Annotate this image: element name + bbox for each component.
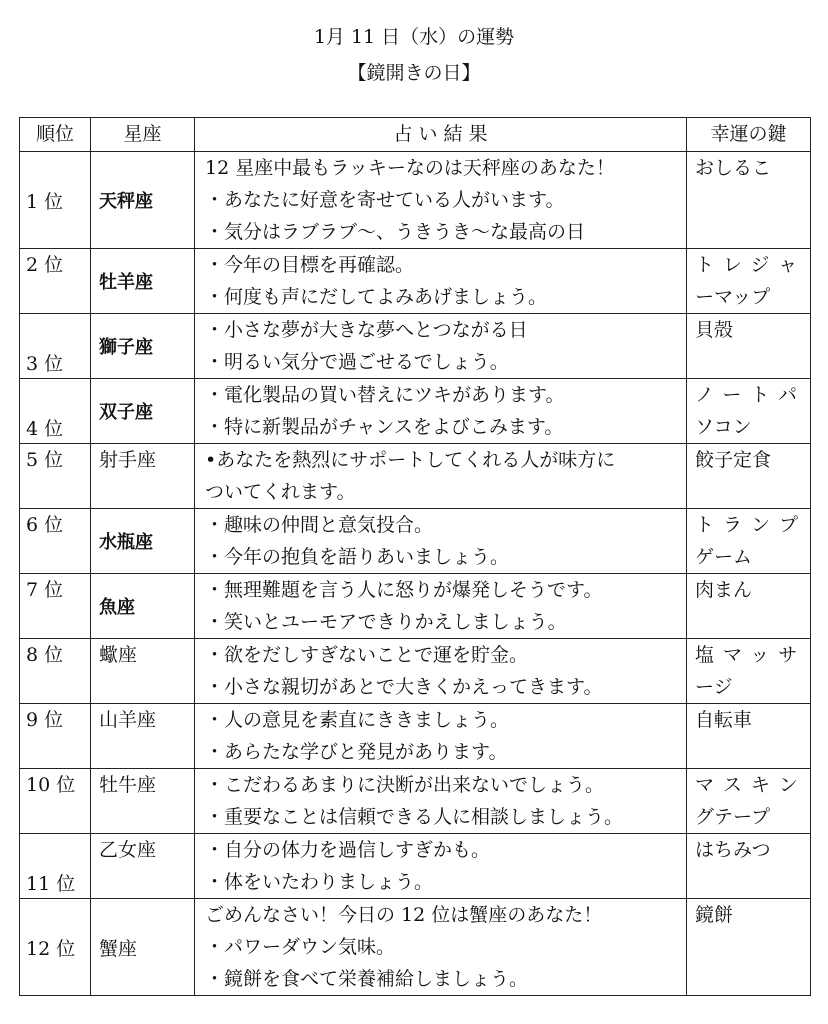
result-line: ・無理難題を言う人に怒りが爆発しそうです。	[205, 579, 603, 601]
rank-cell	[20, 509, 91, 574]
column-header-sign: 星座	[91, 118, 195, 152]
result-cell	[195, 509, 687, 574]
column-header-rank: 順位	[20, 118, 91, 152]
table-row	[20, 899, 811, 996]
rank-label: 11 位	[26, 873, 76, 895]
fortune-table	[19, 117, 811, 996]
lucky-key-text: ゲーム	[695, 546, 753, 568]
sign-cell: 蟹座	[91, 899, 195, 996]
result-cell	[195, 379, 687, 444]
lucky-key-cell	[687, 249, 811, 314]
lucky-key-text: 肉まん	[695, 579, 753, 601]
rank-cell	[20, 314, 91, 379]
result-line: ・今年の目標を再確認。	[205, 254, 415, 276]
table-row	[20, 249, 811, 314]
result-line: ・今年の抱負を語りあいましょう。	[205, 546, 510, 568]
rank-label: 8 位	[26, 644, 64, 666]
rank-cell	[20, 639, 91, 704]
result-line: ついてくれます。	[205, 481, 356, 503]
result-cell	[195, 574, 687, 639]
lucky-key-text: トレジャ	[695, 254, 807, 276]
lucky-key-text: ージ	[695, 676, 733, 698]
rank-label: 9 位	[26, 709, 64, 731]
table-row	[20, 834, 811, 899]
sign-cell: 獅子座	[91, 314, 195, 379]
result-cell	[195, 639, 687, 704]
lucky-key-cell	[687, 152, 811, 249]
result-line: ・笑いとユーモアできりかえしましょう。	[205, 611, 567, 633]
rank-cell	[20, 704, 91, 769]
lucky-key-cell	[687, 639, 811, 704]
result-line: ・パワーダウン気味。	[205, 936, 396, 958]
rank-label: 7 位	[26, 579, 64, 601]
column-header-result: 占 い 結 果	[195, 118, 687, 152]
rank-label: 3 位	[26, 353, 64, 375]
lucky-key-cell	[687, 574, 811, 639]
sign-cell: 水瓶座	[91, 509, 195, 574]
result-cell	[195, 834, 687, 899]
result-line: ・欲をだしすぎないことで運を貯金。	[205, 644, 529, 666]
sign-cell: 天秤座	[91, 152, 195, 249]
result-line: ・明るい気分で過ごせるでしょう。	[205, 351, 509, 373]
page-title: 1月 11 日（水）の運勢	[313, 26, 515, 48]
result-line: ・何度も声にだしてよみあげましょう。	[205, 286, 548, 308]
lucky-key-text: 貝殻	[695, 319, 734, 341]
rank-label: 5 位	[26, 449, 64, 471]
rank-cell	[20, 834, 91, 899]
rank-cell	[20, 444, 91, 509]
lucky-key-cell	[687, 509, 811, 574]
lucky-key-cell	[687, 314, 811, 379]
result-line: ・特に新製品がチャンスをよびこみます。	[205, 416, 564, 438]
result-cell	[195, 152, 687, 249]
result-cell	[195, 704, 687, 769]
sign-cell: 双子座	[91, 379, 195, 444]
table-row	[20, 769, 811, 834]
sign-cell: 魚座	[91, 574, 195, 639]
lucky-key-text: おしるこ	[695, 157, 772, 179]
sign-cell: 牡羊座	[91, 249, 195, 314]
table-row	[20, 704, 811, 769]
result-line: ・自分の体力を過信しすぎかも。	[205, 839, 491, 861]
result-line: ・趣味の仲間と意気投合。	[205, 514, 434, 536]
result-line: •あなたを熱烈にサポートしてくれる人が味方に	[205, 449, 616, 471]
page-subtitle: 【鏡開きの日】	[347, 62, 481, 84]
result-line: ・電化製品の買い替えにツキがあります。	[205, 384, 565, 406]
rank-label: 4 位	[26, 418, 64, 440]
lucky-key-text: マスキン	[695, 774, 807, 796]
result-line: ・人の意見を素直にききましょう。	[205, 709, 510, 731]
result-cell	[195, 314, 687, 379]
sign-label: 牡牛座	[99, 774, 157, 796]
rank-label: 12 位	[26, 937, 76, 960]
table-row	[20, 379, 811, 444]
rank-cell	[20, 769, 91, 834]
rank-cell	[20, 379, 91, 444]
result-line: ・こだわるあまりに決断が出来ないでしょう。	[205, 774, 605, 796]
result-line: ・重要なことは信頼できる人に相談しましょう。	[205, 806, 624, 828]
result-line: ・あらたな学びと発見があります。	[205, 741, 508, 763]
table-header-row	[20, 118, 811, 152]
sign-cell	[91, 704, 195, 769]
result-line: ・体をいたわりましょう。	[205, 871, 434, 893]
rank-label: 2 位	[26, 254, 64, 276]
lucky-key-text: トランプ	[695, 514, 808, 536]
table-row	[20, 444, 811, 509]
table-row	[20, 314, 811, 379]
lucky-key-text: はちみつ	[695, 839, 771, 861]
sign-label: 蠍座	[99, 644, 138, 666]
table-row	[20, 574, 811, 639]
lucky-key-text: ーマップ	[695, 286, 771, 308]
sign-cell	[91, 834, 195, 899]
lucky-key-cell	[687, 834, 811, 899]
result-cell	[195, 899, 687, 996]
lucky-key-text: 鏡餅	[695, 904, 734, 926]
rank-label: 10 位	[26, 774, 76, 796]
sign-label: 射手座	[99, 449, 157, 471]
result-line: 12 星座中最もラッキーなのは天秤座のあなた！	[205, 157, 615, 179]
lucky-key-cell	[687, 444, 811, 509]
result-cell	[195, 444, 687, 509]
rank-cell	[20, 574, 91, 639]
rank-label: 6 位	[26, 514, 64, 536]
lucky-key-cell	[687, 769, 811, 834]
rank-label: 1 位	[26, 190, 64, 213]
result-line: ・鏡餅を食べて栄養補給しましょう。	[205, 968, 529, 990]
result-line: ・小さな親切があとで大きくかえってきます。	[205, 676, 603, 698]
rank-cell	[20, 152, 91, 249]
lucky-key-text: 餃子定食	[695, 449, 772, 471]
result-line: ・気分はラブラブ～、うきうき～な最高の日	[205, 221, 586, 243]
table-row	[20, 152, 811, 249]
result-line: ごめんなさい！今日の 12 位は蟹座のあなた！	[205, 904, 603, 926]
column-header-key: 幸運の鍵	[687, 118, 811, 152]
sign-label: 山羊座	[99, 709, 157, 731]
lucky-key-text: グテープ	[695, 806, 771, 828]
sign-label: 乙女座	[99, 839, 157, 861]
lucky-key-cell	[687, 704, 811, 769]
result-cell	[195, 249, 687, 314]
lucky-key-cell	[687, 379, 811, 444]
lucky-key-cell	[687, 899, 811, 996]
lucky-key-text: 自転車	[695, 709, 753, 731]
table-row	[20, 639, 811, 704]
table-row	[20, 509, 811, 574]
sign-cell	[91, 639, 195, 704]
sign-cell	[91, 769, 195, 834]
rank-cell	[20, 249, 91, 314]
rank-cell	[20, 899, 91, 996]
lucky-key-text: 塩マッサ	[695, 644, 807, 666]
result-cell	[195, 769, 687, 834]
lucky-key-text: ノートパ	[695, 384, 807, 406]
lucky-key-text: ソコン	[695, 416, 752, 438]
sign-cell	[91, 444, 195, 509]
result-line: ・小さな夢が大きな夢へとつながる日	[205, 319, 528, 341]
result-line: ・あなたに好意を寄せている人がいます。	[205, 189, 565, 211]
